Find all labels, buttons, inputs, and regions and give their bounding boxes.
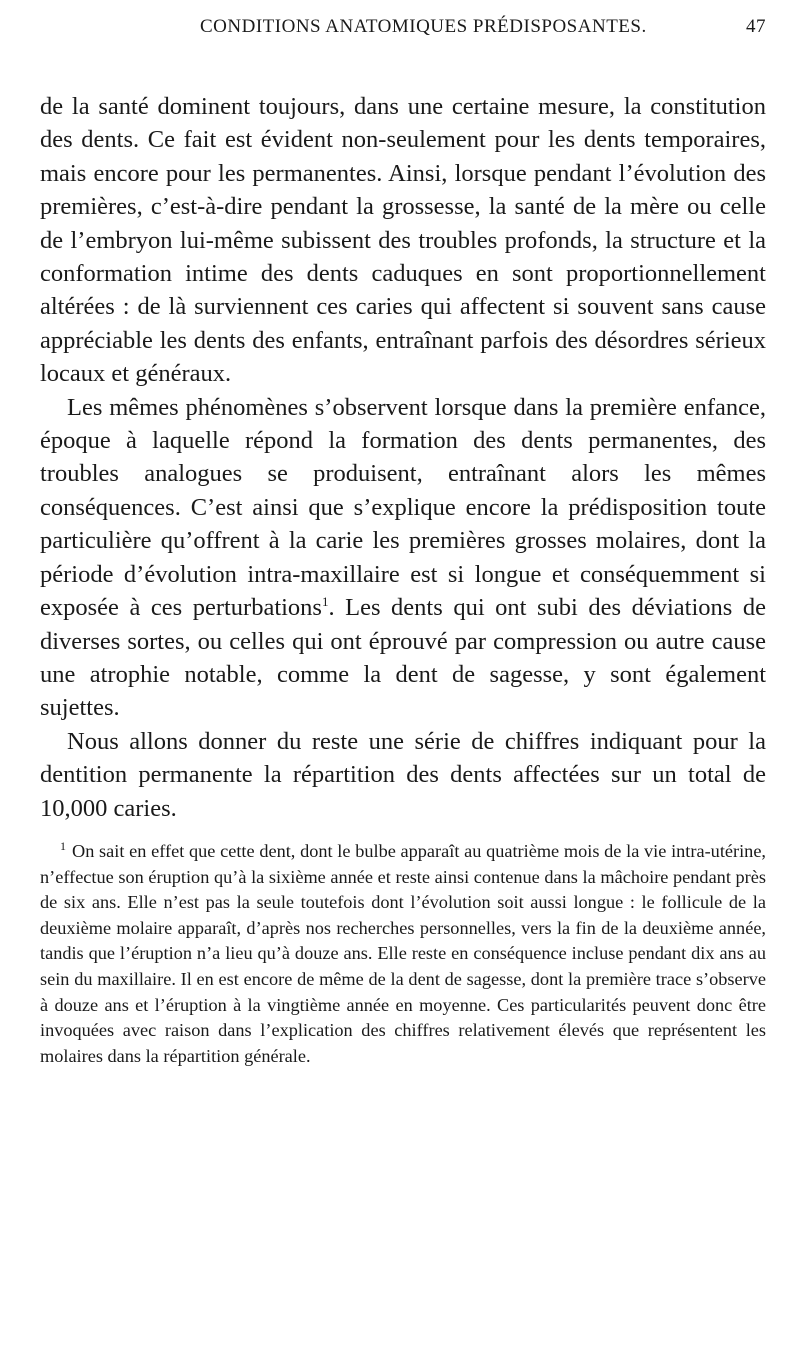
footnote-number: 1 bbox=[60, 838, 66, 853]
page-number: 47 bbox=[746, 16, 766, 37]
paragraph-text: Les mêmes phénomènes s’observent lorsque dans la première enfance, époque à laquelle répond la formation des dents permanentes, des troubles analogues se produisent, entraînant alors les mêmes conséquences. C’est ainsi que s’explique encore la prédisposition toute particulière qu’offrent à la carie les premières grosses molaires, dont la période d’évolution intra-maxillaire est si longue et conséquemment si exposée à ces perturbations bbox=[40, 393, 766, 622]
footnote bbox=[40, 839, 766, 1069]
running-header bbox=[40, 10, 766, 52]
paragraph: Nous allons donner du reste une série de chiffres indiquant pour la dentition permanente la répartition des dents affectées sur un total de 10,000 caries. bbox=[40, 727, 766, 822]
paragraph-text: . Les dents qui ont subi des déviations de diverses sortes, ou celles qui ont éprouvé par compression ou autre cause une atrophie notable, comme la dent de sagesse, y sont également sujettes. bbox=[40, 594, 766, 722]
running-title: CONDITIONS ANATOMIQUES PRÉDISPOSANTES. bbox=[200, 16, 647, 37]
paragraph bbox=[40, 391, 766, 725]
footnote-text: On sait en effet que cette dent, dont le bulbe apparaît au quatrième mois de la vie intra-utérine, n’effectue son éruption qu’à la sixième année et reste ainsi contenue dans la mâchoire pendant près de six ans. Elle n’est pas la seule toutefois dont l’évolution soit aussi longue : le follicule de la deuxième molaire apparaît, d’après nos recherches personnelles, vers la fin de la deuxième année, tandis que l’éruption n’a lieu qu’à douze ans. Elle reste en conséquence incluse pendant dix ans au sein du maxillaire. Il en est encore de même de la dent de sagesse, dont la première trace s’observe à douze ans et l’éruption à la vingtième année en moyenne. Ces particularités peuvent donc être invoquées avec raison dans l’explication des chiffres relativement élevés que représentent les molaires dans la répartition générale. bbox=[40, 840, 766, 1066]
footnote-reference[interactable]: 1 bbox=[321, 593, 329, 609]
book-page bbox=[40, 0, 766, 1069]
main-text bbox=[40, 90, 766, 825]
paragraph-continued: de la santé dominent toujours, dans une certaine mesure, la constitution des dents. Ce fait est évident non-seulement pour les dents temporaires, mais encore pour les permanentes. Ainsi, lorsque pendant l’évolution des premières, c’est-à-dire pendant la grossesse, la santé de la mère ou celle de l’embryon lui-même subissent des troubles profonds, la structure et la conformation intime des dents caduques en sont proportionnellement altérées : de là surviennent ces caries qui affectent si souvent sans cause appréciable les dents des enfants, entraînant parfois des désordres sérieux locaux et généraux. bbox=[40, 93, 766, 388]
